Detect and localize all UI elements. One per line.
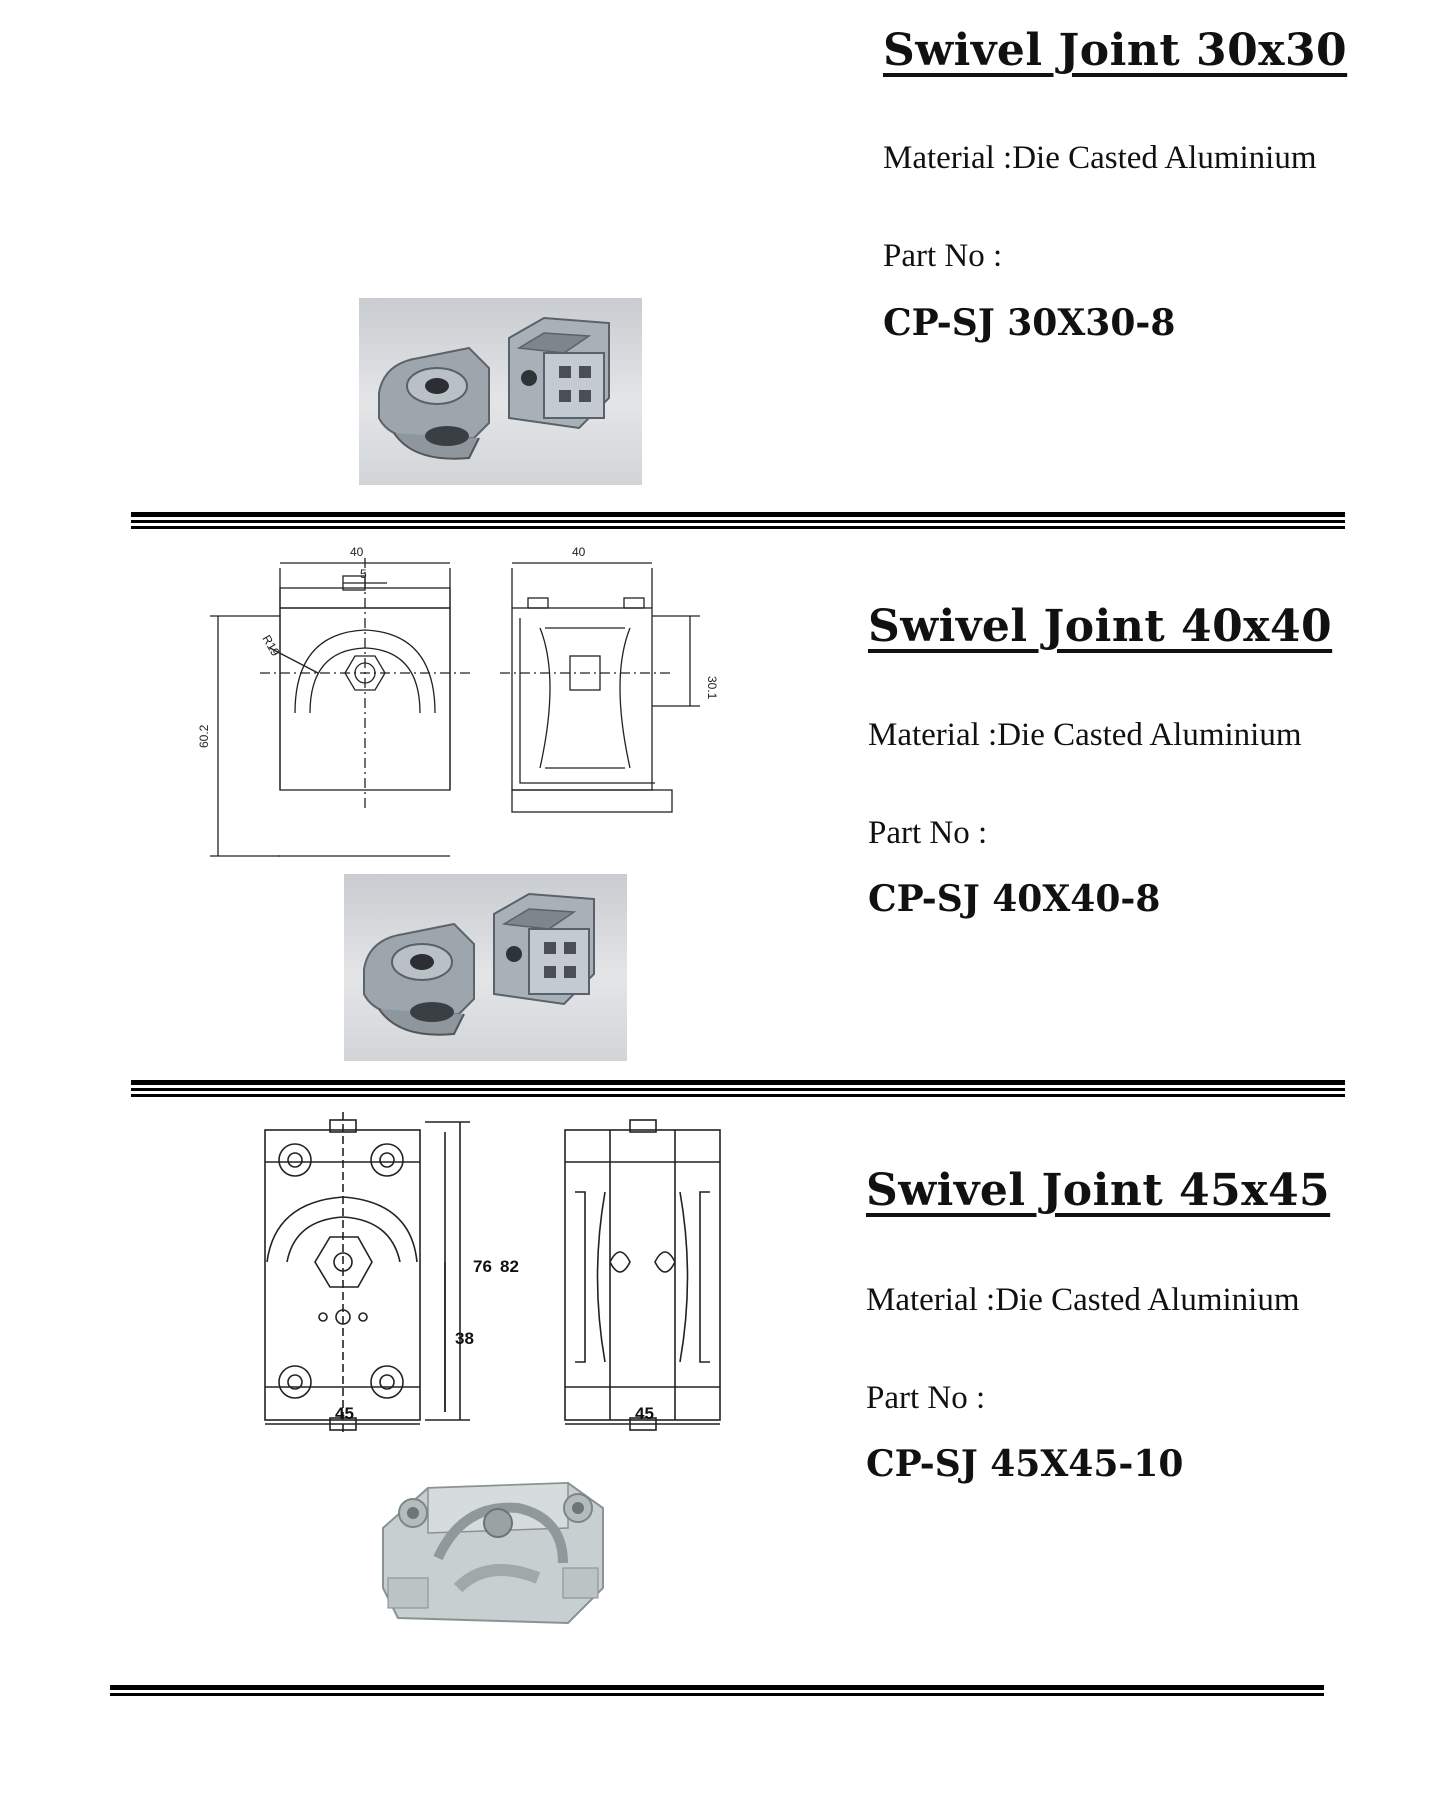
- material-value: Die Casted Aluminium: [995, 1282, 1300, 1318]
- dim-label: 82: [500, 1257, 519, 1276]
- section-3-product-photo: [368, 1468, 618, 1630]
- dim-label: 38: [455, 1329, 474, 1348]
- swivel-joint-photo-icon: [359, 298, 642, 485]
- dim-label: 40: [350, 545, 364, 559]
- dim-label: 76: [473, 1257, 492, 1276]
- dim-label: 45: [635, 1404, 654, 1423]
- section-divider-2: [131, 1080, 1345, 1098]
- section-3-part-number: CP-SJ 45X45-10: [866, 1443, 1184, 1485]
- material-label: Material :: [866, 1282, 996, 1318]
- material-value: Die Casted Aluminium: [1012, 140, 1317, 176]
- section-2-product-photo: [344, 874, 627, 1061]
- dim-label: 45: [335, 1404, 354, 1423]
- section-1-part-label: Part No :: [883, 238, 1003, 274]
- material-label: Material :: [868, 717, 998, 753]
- section-1-title: Swivel Joint 30x30: [883, 25, 1348, 76]
- material-label: Material :: [883, 140, 1013, 176]
- section-divider-3: [110, 1685, 1324, 1703]
- section-3-part-label: Part No :: [866, 1380, 986, 1416]
- swivel-joint-photo-icon: [368, 1468, 618, 1630]
- section-1-material: [883, 140, 1317, 177]
- dim-label: 5: [360, 567, 367, 581]
- dim-label: R19: [259, 632, 283, 659]
- section-2-title: Swivel Joint 40x40: [868, 601, 1333, 652]
- section-3-title: Swivel Joint 45x45: [866, 1165, 1331, 1216]
- section-2-technical-drawing: [197, 538, 760, 870]
- section-2-material: [868, 717, 1302, 754]
- swivel-joint-photo-icon: [344, 874, 627, 1061]
- dim-label: 40: [572, 545, 586, 559]
- section-1-product-photo: [359, 298, 642, 485]
- material-value: Die Casted Aluminium: [997, 717, 1302, 753]
- section-3-material: [866, 1282, 1300, 1319]
- dim-label: 30.1: [705, 676, 719, 700]
- section-2-part-number: CP-SJ 40X40-8: [868, 878, 1161, 920]
- section-1-part-number: CP-SJ 30X30-8: [883, 302, 1176, 344]
- section-2-part-label: Part No :: [868, 815, 988, 851]
- section-3-technical-drawing: [255, 1112, 735, 1440]
- section-divider-1: [131, 512, 1345, 530]
- dim-label: 60.2: [197, 724, 211, 748]
